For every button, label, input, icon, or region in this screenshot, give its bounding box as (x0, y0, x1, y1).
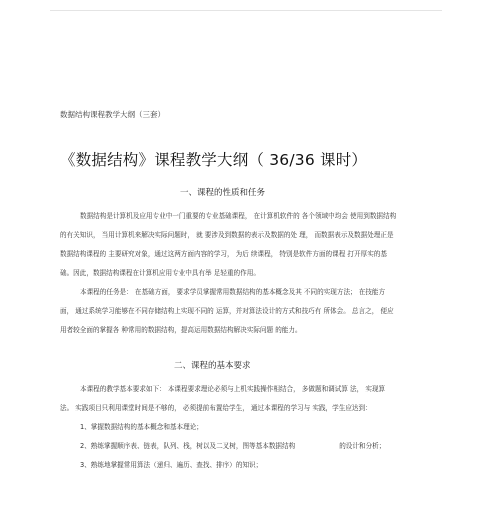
paragraph-line: 本课程的教学基本要求如下： 本课程要求理论必须与上机实践操作相结合， 多做题和调试算 法， 实现算 (80, 385, 386, 393)
section-heading-basic-requirements: 二、课程的基本要求 (174, 361, 251, 371)
list-item (80, 440, 385, 450)
paragraph-line: 数据结构课程的 主要研究对象，通过这两方面内容的学习， 为后 续课程， 特别是软件方面的课程 打开厚实的基 (60, 250, 387, 258)
paragraph-line: 数据结构是计算机及应用专业中一门重要的专业基础课程， 在计算机软件的 各个领域中均会 使用到数据结构 (80, 212, 397, 220)
paragraph-line: 法。 实践项目只利用课堂时间是不够的， 必须提前布置给学生， 通过本课程的学习与 实践，学生应达到： (60, 404, 372, 412)
list-item-text: 2、熟练掌握顺序表、链表，队列、栈，树以及二叉树，图等基本数据结构 (80, 442, 296, 450)
paragraph-line: 用者较全面的掌握各 种常用的数据结构，提高运用数据结构解决实际问题 的能力。 (60, 326, 302, 334)
paragraph-line: 本课程的任务是： 在基础方面， 要求学员掌握常用数据结构的基本概念及其 不同的实现方法； 在技能方 (80, 288, 386, 296)
list-item-continuation: 的设计和分析； (339, 442, 386, 450)
page-top-rule (50, 10, 442, 11)
section-heading-nature-and-tasks: 一、课程的性质和任务 (180, 188, 266, 198)
paragraph-line: 的有关知识， 当用计算机来解决实际问题时， 就 要涉及到数据的表示及数据的处 理， 而数据表示及数据处理正是 (60, 231, 394, 239)
document-title: 《数据结构》课程教学大纲（ 36/36 课时） (60, 151, 368, 169)
paragraph-line: 础。因此，数据结构课程在计算机应用专业中具有举 足轻重的作用。 (60, 269, 260, 277)
paragraph-line: 面， 通过系统学习能够在不同存储结构上实现不同的 运算，并对算法设计的方式和技巧有 所体会。 总言之， 便应 (60, 307, 394, 315)
list-item: 3、熟练地掌握常用算法（递归、遍历、查找、排序）的知识； (80, 461, 263, 469)
list-item: 1、掌握数据结构的基本概念和基本理论； (80, 423, 203, 431)
document-label: 数据结构课程教学大纲（三套） (60, 110, 165, 119)
